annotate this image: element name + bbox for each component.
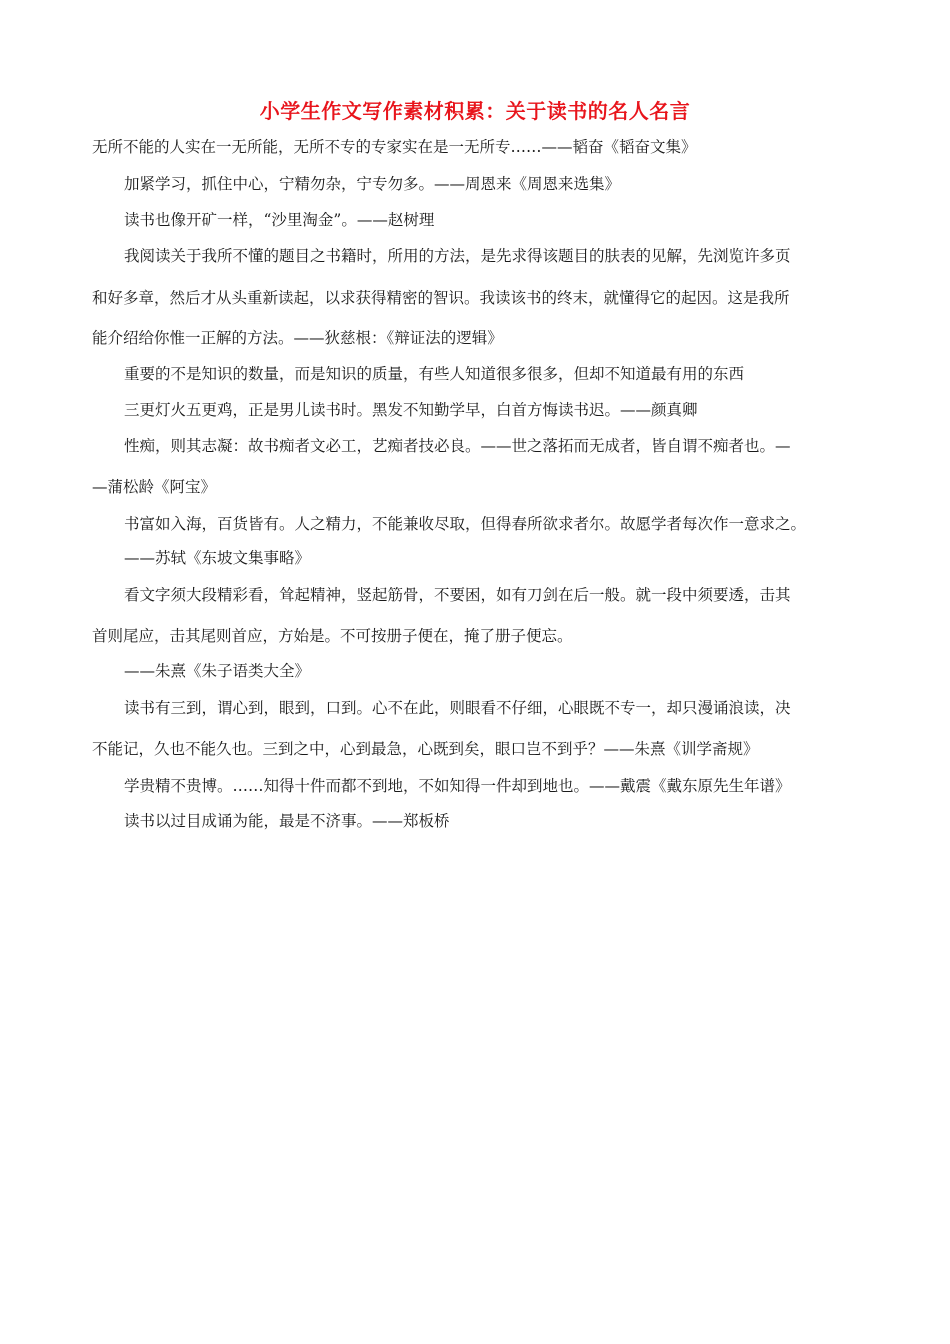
text-line: 无所不能的人实在一无所能，无所不专的专家实在是一无所专……——韬奋《韬奋文集》 [92,138,697,156]
text-line: ——朱熹《朱子语类大全》 [124,662,311,680]
text-line: —蒲松龄《阿宝》 [92,478,217,496]
text-line: 加紧学习，抓住中心，宁精勿杂，宁专勿多。——周恩来《周恩来选集》 [124,175,621,193]
text-line: 学贵精不贵博。……知得十件而都不到地，不如知得一件却到地也。——戴震《戴东原先生年谱》 [124,777,791,795]
text-line: 读书也像开矿一样，“沙里淘金”。——赵树理 [124,211,435,229]
text-line: 我阅读关于我所不懂的题目之书籍时，所用的方法，是先求得该题目的肤表的见解，先浏览许多页 [124,247,791,265]
text-line: 能介绍给你惟一正解的方法。——狄慈根：《辩证法的逻辑》 [92,329,503,347]
text-line: 不能记，久也不能久也。三到之中，心到最急，心既到矣，眼口岂不到乎？——朱熹《训学斋规》 [92,740,759,758]
text-line: 三更灯火五更鸡，正是男儿读书时。黑发不知勤学早，白首方悔读书迟。——颜真卿 [124,401,698,419]
text-line: 性痴，则其志凝：故书痴者文必工，艺痴者技必良。——世之落拓而无成者，皆自谓不痴者也。— [124,437,791,455]
text-line: 重要的不是知识的数量，而是知识的质量，有些人知道很多很多，但却不知道最有用的东西 [124,365,745,383]
text-line: 读书以过目成诵为能，最是不济事。——郑板桥 [124,812,450,830]
document-title: 小学生作文写作素材积累：关于读书的名人名言 [259,99,691,123]
text-line: ——苏轼《东坡文集事略》 [124,549,311,567]
text-line: 读书有三到，谓心到，眼到，口到。心不在此，则眼看不仔细，心眼既不专一，却只漫诵浪读，决 [124,699,791,717]
text-line: 看文字须大段精彩看，耸起精神，竖起筋骨，不要困，如有刀剑在后一般。就一段中须要透，击其 [124,586,791,604]
text-line: 书富如入海，百货皆有。人之精力，不能兼收尽取，但得春所欲求者尔。故愿学者每次作一意求之。 [124,515,807,533]
text-line: 和好多章，然后才从头重新读起，以求获得精密的智识。我读该书的终末，就懂得它的起因。这是我所 [92,289,790,307]
text-line: 首则尾应，击其尾则首应，方始是。不可按册子便在，掩了册子便忘。 [92,627,573,645]
